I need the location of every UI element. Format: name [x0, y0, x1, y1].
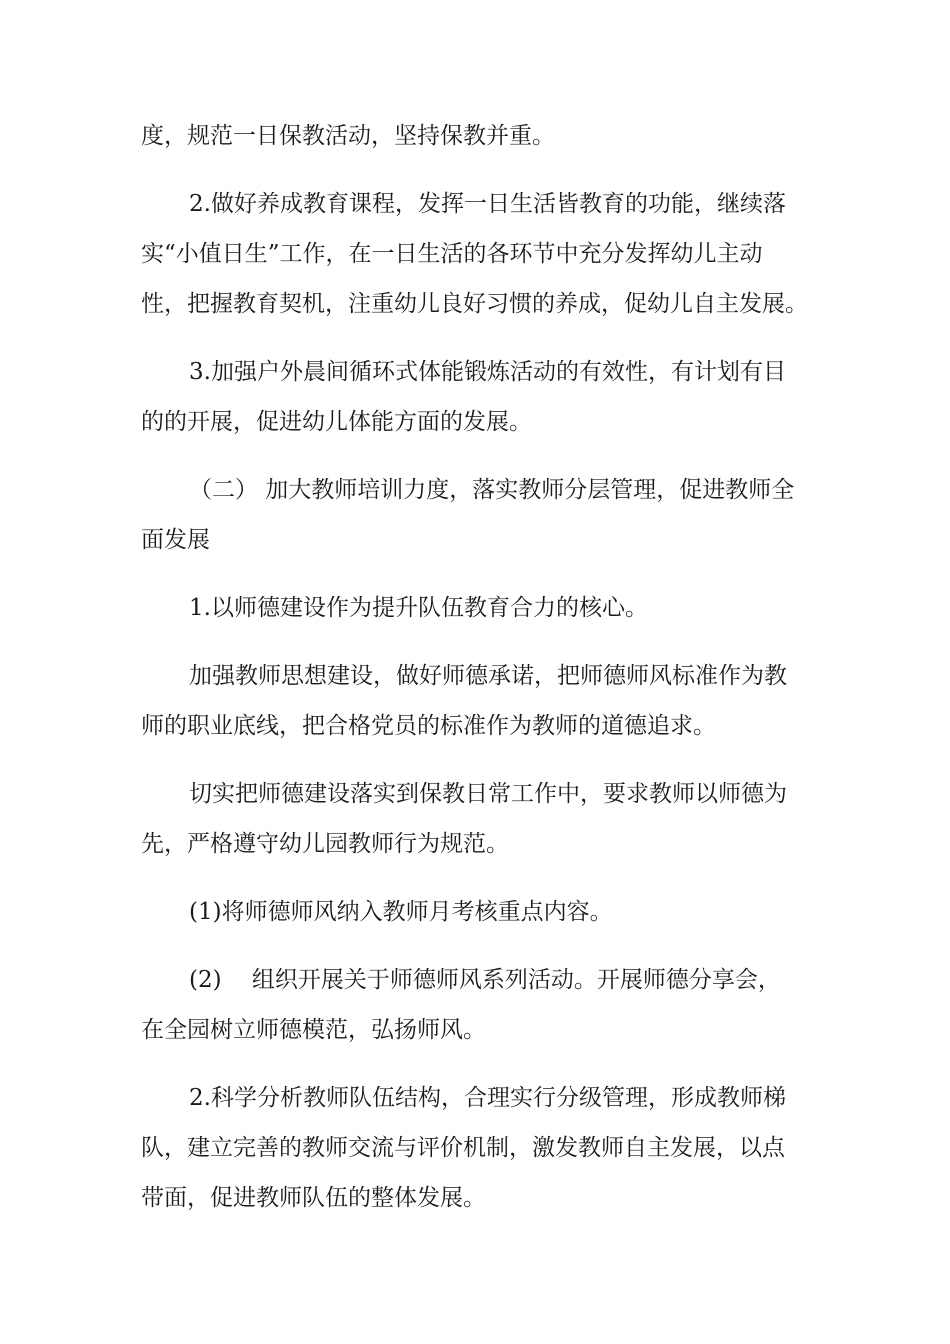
paragraph-line: 队，建立完善的教师交流与评价机制，激发教师自主发展，以点: [141, 1135, 785, 1161]
paragraph-line: 的的开展，促进幼儿体能方面的发展。: [141, 409, 532, 435]
section-heading-line: 面发展: [141, 527, 210, 553]
paragraph-line: 2.科学分析教师队伍结构，合理实行分级管理，形成教师梯: [189, 1085, 786, 1111]
paragraph-line: 实“小值日生”工作，在一日生活的各环节中充分发挥幼儿主动: [141, 241, 763, 267]
paragraph-line: 性，把握教育契机，注重幼儿良好习惯的养成，促幼儿自主发展。: [141, 291, 808, 317]
section-heading-line: （二） 加大教师培训力度，落实教师分层管理，促进教师全: [189, 477, 795, 503]
paragraph-line: (1)将师德师风纳入教师月考核重点内容。: [189, 899, 613, 925]
paragraph-line: 加强教师思想建设，做好师德承诺，把师德师风标准作为教: [189, 663, 787, 689]
paragraph-line: 3.加强户外晨间循环式体能锻炼活动的有效性，有计划有目: [189, 359, 786, 385]
paragraph-line: 带面，促进教师队伍的整体发展。: [141, 1185, 486, 1211]
paragraph-line: 先，严格遵守幼儿园教师行为规范。: [141, 831, 509, 857]
paragraph-line: 度，规范一日保教活动，坚持保教并重。: [141, 123, 555, 149]
paragraph-line: 在全园树立师德模范，弘扬师风。: [141, 1017, 486, 1043]
paragraph-line: 切实把师德建设落实到保教日常工作中，要求教师以师德为: [189, 781, 787, 807]
paragraph-line: (2) 组织开展关于师德师风系列活动。开展师德分享会，: [189, 967, 781, 993]
paragraph-line: 2.做好养成教育课程，发挥一日生活皆教育的功能，继续落: [189, 191, 786, 217]
paragraph-line: 1.以师德建设作为提升队伍教育合力的核心。: [189, 595, 648, 621]
paragraph-line: 师的职业底线，把合格党员的标准作为教师的道德追求。: [141, 713, 716, 739]
